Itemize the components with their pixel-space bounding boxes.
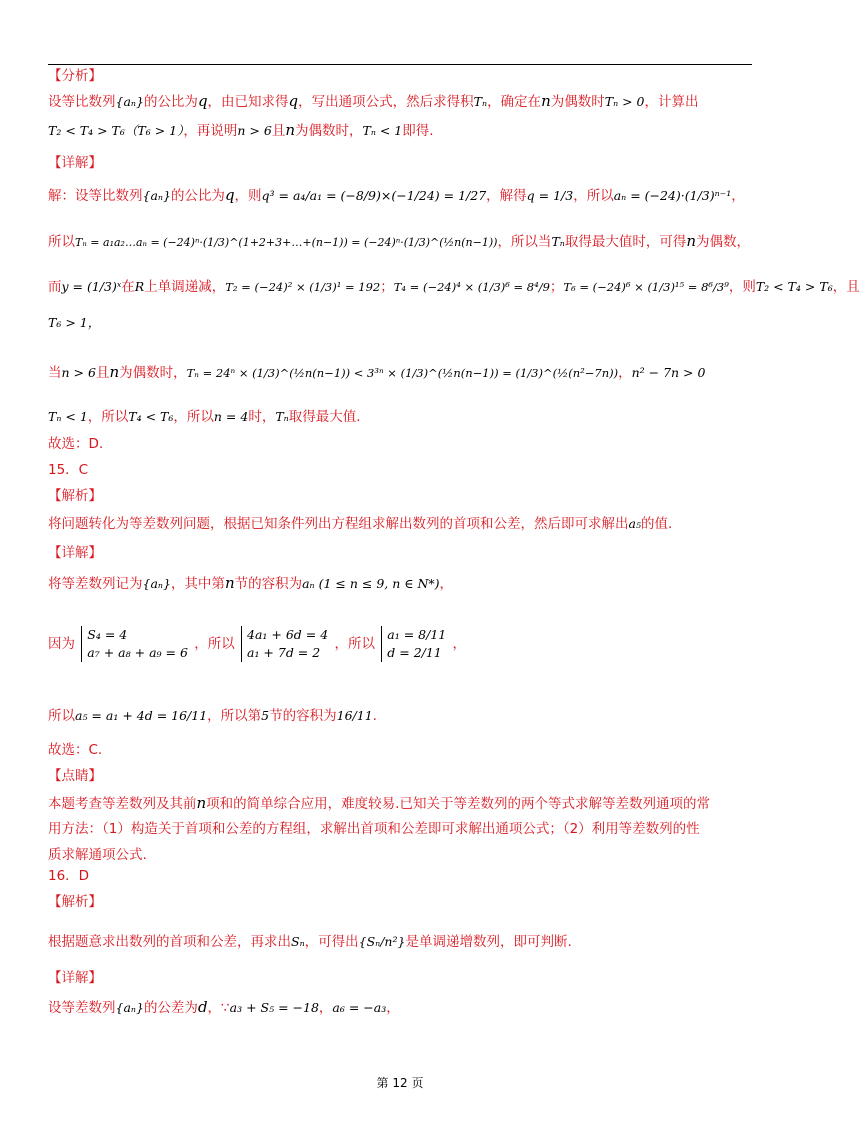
detail-15-line-1: 将等差数列记为{aₙ}，其中第n节的容积为aₙ (1 ≤ n ≤ 9, n ∈ N*)， <box>48 574 454 592</box>
analysis-15-text: 将问题转化为等差数列问题，根据已知条件列出方程组求解出数列的首项和公差，然后即可求解出a₅的值. <box>48 516 673 532</box>
answer-14: 故选：D. <box>48 436 104 452</box>
remark-heading-15: 【点睛】 <box>48 768 102 784</box>
solution-line-6: Tₙ < 1，所以T₄ < T₆，所以n = 4时，Tₙ取得最大值. <box>48 409 361 425</box>
analysis-heading: 【分析】 <box>48 68 102 84</box>
problem-16-number: 16．D <box>48 868 90 884</box>
top-rule <box>48 64 752 65</box>
analysis-line-1: 设等比数列{aₙ}的公比为q，由已知求得q，写出通项公式，然后求得积Tₙ，确定在n为偶数时Tₙ > 0，计算出 <box>48 92 699 110</box>
detail-16-line-1: 设等差数列{aₙ}的公差为d，∵a₃ + S₅ = −18，a₆ = −a₃， <box>48 998 400 1016</box>
system-given: S₄ = 4 a₇ + a₈ + a₉ = 6 <box>81 626 188 662</box>
remark-15-line-3: 质求解通项公式. <box>48 847 147 863</box>
system-solution: a₁ = 8/11 d = 2/11 <box>381 626 446 662</box>
solution-line-1: 解：设等比数列{aₙ}的公比为q，则q³ = a₄/a₁ = (−8/9)×(−1/24) = 1/27，解得q = 1/3，所以aₙ = (−24)·(1/3)ⁿ⁻¹， <box>48 186 745 204</box>
analysis-16-text: 根据题意求出数列的首项和公差，再求出Sₙ，可得出{Sₙ/n²}是单调递增数列，即可判断. <box>48 934 572 950</box>
remark-15-line-2: 用方法：（1）构造关于首项和公差的方程组，求解出首项和公差即可求解出通项公式；（2）利用等差数列的性 <box>48 821 700 837</box>
answer-15: 故选：C. <box>48 742 103 758</box>
detail-15-line-3: 所以a₅ = a₁ + 4d = 16/11，所以第5节的容积为16/11. <box>48 708 377 724</box>
solution-line-3: 而y = (1/3)ˣ在R上单调递减，T₂ = (−24)² × (1/3)¹ = 192；T₄ = (−24)⁴ × (1/3)⁶ = 8⁴/9；T₆ = (−24)⁶ × (1/3)¹⁵ = 8⁶/3⁹，则T₂ < T₄ > T₆，且 <box>48 279 860 295</box>
problem-15-number: 15．C <box>48 462 89 478</box>
solution-line-5: 当n > 6且n为偶数时，Tₙ = 24ⁿ × (1/3)^(½n(n−1)) < 3³ⁿ × (1/3)^(½n(n−1)) = (1/3)^(½(n²−7n))，n² − 7n > 0 <box>48 363 706 381</box>
detail-heading-16: 【详解】 <box>48 970 102 986</box>
detail-heading-15: 【详解】 <box>48 545 102 561</box>
analysis-heading-16: 【解析】 <box>48 894 102 910</box>
analysis-line-2: T₂ < T₄ > T₆（T₆ > 1），再说明n > 6且n为偶数时，Tₙ < 1即得. <box>48 121 434 139</box>
solution-line-2: 所以Tₙ = a₁a₂…aₙ = (−24)ⁿ·(1/3)^(1+2+3+…+(n−1)) = (−24)ⁿ·(1/3)^(½n(n−1))，所以当Tₙ取得最大值时，可得n为偶数， <box>48 232 751 250</box>
remark-15-line-1: 本题考查等差数列及其前n项和的简单综合应用，难度较易.已知关于等差数列的两个等式求解等差数列通项的常 <box>48 794 710 812</box>
solution-line-4: T₆ > 1， <box>48 315 101 330</box>
page-number: 第 12 页 <box>376 1076 424 1090</box>
analysis-heading-15: 【解析】 <box>48 488 102 504</box>
system-equations: 4a₁ + 6d = 4 a₁ + 7d = 2 <box>241 626 328 662</box>
detail-15-line-2: 因为 S₄ = 4 a₇ + a₈ + a₉ = 6 ，所以 4a₁ + 6d = 4 a₁ + 7d = 2 ，所以 a₁ = 8/11 d = 2/11 ， <box>48 627 467 660</box>
detail-heading: 【详解】 <box>48 155 102 171</box>
